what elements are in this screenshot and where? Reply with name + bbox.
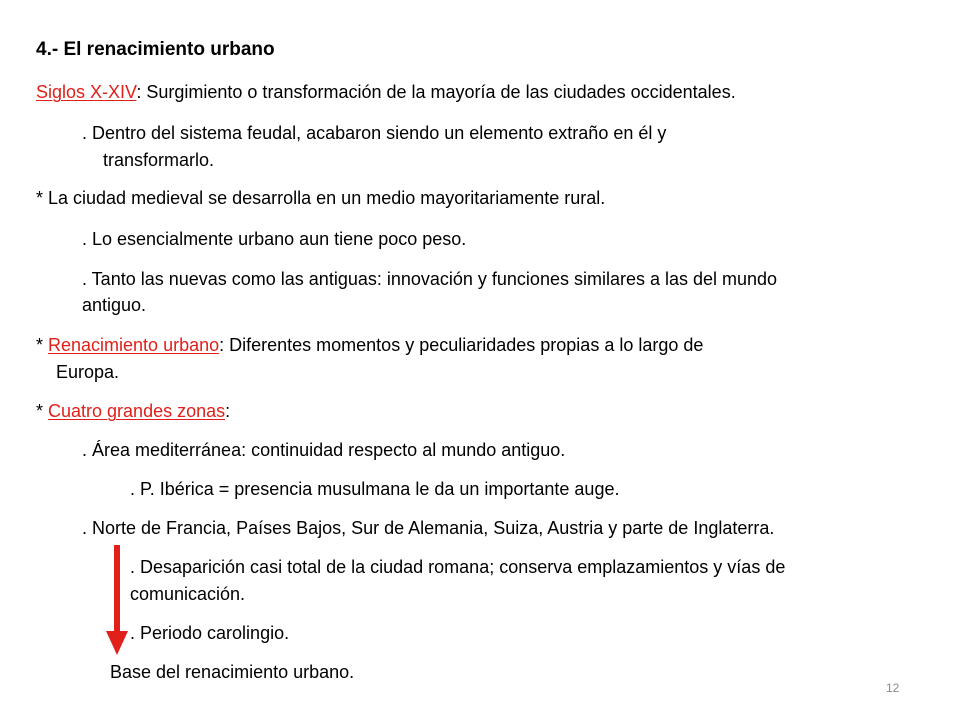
down-arrow-icon — [106, 545, 128, 655]
text-line-carolingio: . Periodo carolingio. — [130, 623, 290, 643]
bullet-star: * — [36, 335, 49, 355]
text-line-mediterranea: . Área mediterránea: continuidad respecto al mundo antiguo. — [82, 440, 566, 460]
siglos-text: : Surgimiento o transformación de la mayoría de las ciudades occidentales. — [136, 82, 736, 102]
text-line-nuevas-cont: antiguo. — [82, 295, 147, 315]
text-line-europa: Europa. — [56, 362, 120, 382]
text-line-nuevas: . Tanto las nuevas como las antiguas: innovación y funciones similares a las del mundo — [82, 269, 778, 289]
text-line-rural: * La ciudad medieval se desarrolla en un medio mayoritariamente rural. — [36, 188, 606, 208]
text-line-desaparicion-cont: comunicación. — [130, 584, 246, 604]
text-line-renacimiento — [36, 333, 703, 357]
text-line-feudal-cont: transformarlo. — [103, 150, 215, 170]
text-line-base: Base del renacimiento urbano. — [110, 662, 355, 682]
text-line-zonas — [36, 399, 230, 423]
text-line-desaparicion: . Desaparición casi total de la ciudad romana; conserva emplazamientos y vías de — [130, 557, 786, 577]
text-line-urbano: . Lo esencialmente urbano aun tiene poco peso. — [82, 229, 467, 249]
renacimiento-link: Renacimiento urbano — [48, 335, 220, 355]
siglos-link: Siglos X-XIV — [36, 82, 137, 102]
page-title: 4.- El renacimiento urbano — [36, 39, 275, 60]
bullet-star: * — [36, 401, 49, 421]
page-number: 12 — [886, 681, 900, 695]
text-line-siglos — [36, 80, 736, 104]
zonas-text: : — [225, 401, 231, 421]
text-line-feudal: . Dentro del sistema feudal, acabaron siendo un elemento extraño en él y — [82, 123, 667, 143]
renacimiento-text: : Diferentes momentos y peculiaridades propias a lo largo de — [219, 335, 704, 355]
text-line-iberica: . P. Ibérica = presencia musulmana le da un importante auge. — [130, 479, 620, 499]
text-line-norte: . Norte de Francia, Países Bajos, Sur de Alemania, Suiza, Austria y parte de Inglaterra. — [82, 518, 775, 538]
zonas-link: Cuatro grandes zonas — [48, 401, 226, 421]
